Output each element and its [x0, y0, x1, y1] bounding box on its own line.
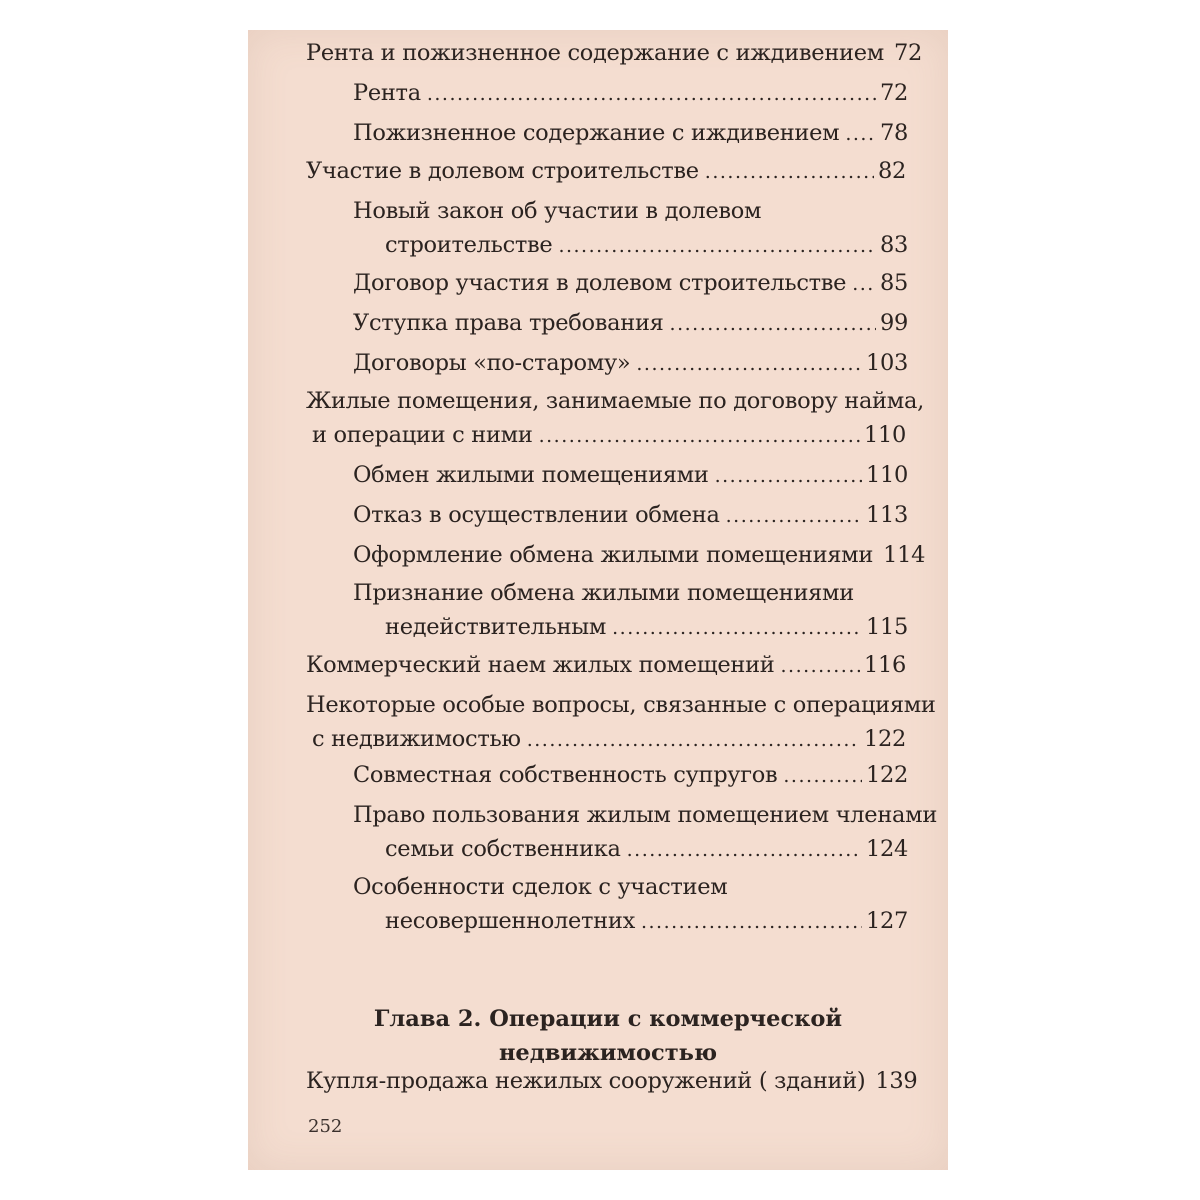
toc-entry-title: Договор участия в долевом строительстве: [353, 270, 847, 296]
toc-entry-page-number: 113: [865, 502, 908, 528]
toc-entry-title: Пожизненное содержание с иждивением: [353, 120, 840, 146]
dot-leader: [558, 229, 876, 263]
dot-leader: [780, 649, 859, 683]
toc-entry-title: Рента и пожизненное содержание с иждивением: [306, 40, 884, 66]
toc-entry: [306, 36, 922, 71]
toc-entry-title: Уступка права требования: [353, 310, 664, 336]
toc-entry-title: Купля-продажа нежилых сооружений ( зданий): [306, 1068, 866, 1094]
chapter-heading-line-1: Глава 2. Операции с коммерческой: [373, 1006, 843, 1032]
dot-leader: [641, 905, 862, 939]
toc-entry-page-number: 72: [879, 80, 908, 106]
toc-entry-page-number: 82: [877, 158, 906, 184]
toc-entry-page-number: 114: [883, 542, 926, 568]
toc-entry-title: и операции с ними: [312, 422, 533, 448]
dot-leader: [636, 347, 862, 381]
toc-entry-title-line: Право пользования жилым помещением членами: [353, 802, 938, 828]
dot-leader: [705, 155, 874, 189]
toc-entry-page-number: 115: [865, 614, 908, 640]
toc-entry-page-number: 110: [865, 462, 908, 488]
page-number: 252: [308, 1116, 343, 1137]
toc-entry-page-number: 78: [879, 120, 908, 146]
toc-entry: [353, 538, 926, 573]
toc-entry-title: семьи собственника: [385, 836, 621, 862]
toc-entry-title: Совместная собственность супругов: [353, 762, 778, 788]
toc-entry: [306, 688, 936, 757]
toc-entry-page-number: 124: [865, 836, 908, 862]
toc-entry: [353, 576, 908, 645]
dot-leader: [427, 77, 876, 111]
chapter-heading: [308, 1002, 908, 1070]
toc-entry-title-line: Признание обмена жилыми помещениями: [353, 580, 854, 606]
toc-entry-page-number: 103: [865, 350, 908, 376]
toc-entry-title: с недвижимостью: [312, 726, 521, 752]
toc-entry-page-number: 110: [863, 422, 906, 448]
dot-leader: [670, 307, 876, 341]
toc-entry-title-line: Особенности сделок с участием: [353, 874, 728, 900]
toc-entry-title: Отказ в осуществлении обмена: [353, 502, 720, 528]
dot-leader: [715, 459, 862, 493]
toc-entry: [353, 346, 908, 381]
toc-entry-page-number: 122: [865, 762, 908, 788]
toc-entry: [353, 458, 908, 493]
toc-entry-title: Участие в долевом строительстве: [306, 158, 699, 184]
chapter-heading-line-2: недвижимостью: [498, 1040, 718, 1066]
toc-entry-title-line: Некоторые особые вопросы, связанные с операциями: [306, 692, 936, 718]
dot-leader: [539, 419, 860, 453]
toc-entry-title: Коммерческий наем жилых помещений: [306, 652, 775, 678]
toc-entry: [353, 498, 908, 533]
dot-leader: [527, 723, 860, 757]
toc-entry-page-number: 99: [879, 310, 908, 336]
toc-entry-page-number: 139: [875, 1068, 918, 1094]
toc-entry: [353, 266, 908, 301]
toc-entry-page-number: 122: [863, 726, 906, 752]
toc-entry-title: Договоры «по-старому»: [353, 350, 631, 376]
toc-entry-title-line: Новый закон об участии в долевом: [353, 198, 762, 224]
toc-entry: [306, 154, 906, 189]
toc-entry: [353, 194, 908, 263]
book-page: [248, 30, 948, 1170]
toc-entry-page-number: 85: [879, 270, 908, 296]
toc-entry: [306, 648, 906, 683]
table-of-contents: [248, 30, 948, 1170]
toc-entry-title: Рента: [353, 80, 421, 106]
toc-entry: [353, 306, 908, 341]
toc-entry-title: строительстве: [385, 232, 553, 258]
toc-entry-title-line: Жилые помещения, занимаемые по договору найма,: [306, 388, 924, 414]
toc-entry-page-number: 83: [879, 232, 908, 258]
dot-leader: [726, 499, 862, 533]
toc-entry: [353, 116, 908, 151]
dot-leader: [845, 117, 876, 151]
toc-entry: [306, 1064, 918, 1099]
toc-entry-title: недействительным: [385, 614, 607, 640]
toc-entry: [353, 758, 908, 793]
toc-entry-title: несовершеннолетних: [385, 908, 635, 934]
dot-leader: [627, 833, 862, 867]
dot-leader: [852, 267, 876, 301]
dot-leader: [783, 759, 862, 793]
dot-leader: [612, 611, 862, 645]
toc-entry-page-number: 127: [865, 908, 908, 934]
toc-entry-title: Оформление обмена жилыми помещениями: [353, 542, 874, 568]
toc-entry: [306, 384, 924, 453]
toc-entry: [353, 76, 908, 111]
toc-entry: [353, 798, 938, 867]
toc-entry: [353, 870, 908, 939]
toc-entry-page-number: 72: [893, 40, 922, 66]
toc-entry-title: Обмен жилыми помещениями: [353, 462, 709, 488]
toc-entry-page-number: 116: [863, 652, 906, 678]
